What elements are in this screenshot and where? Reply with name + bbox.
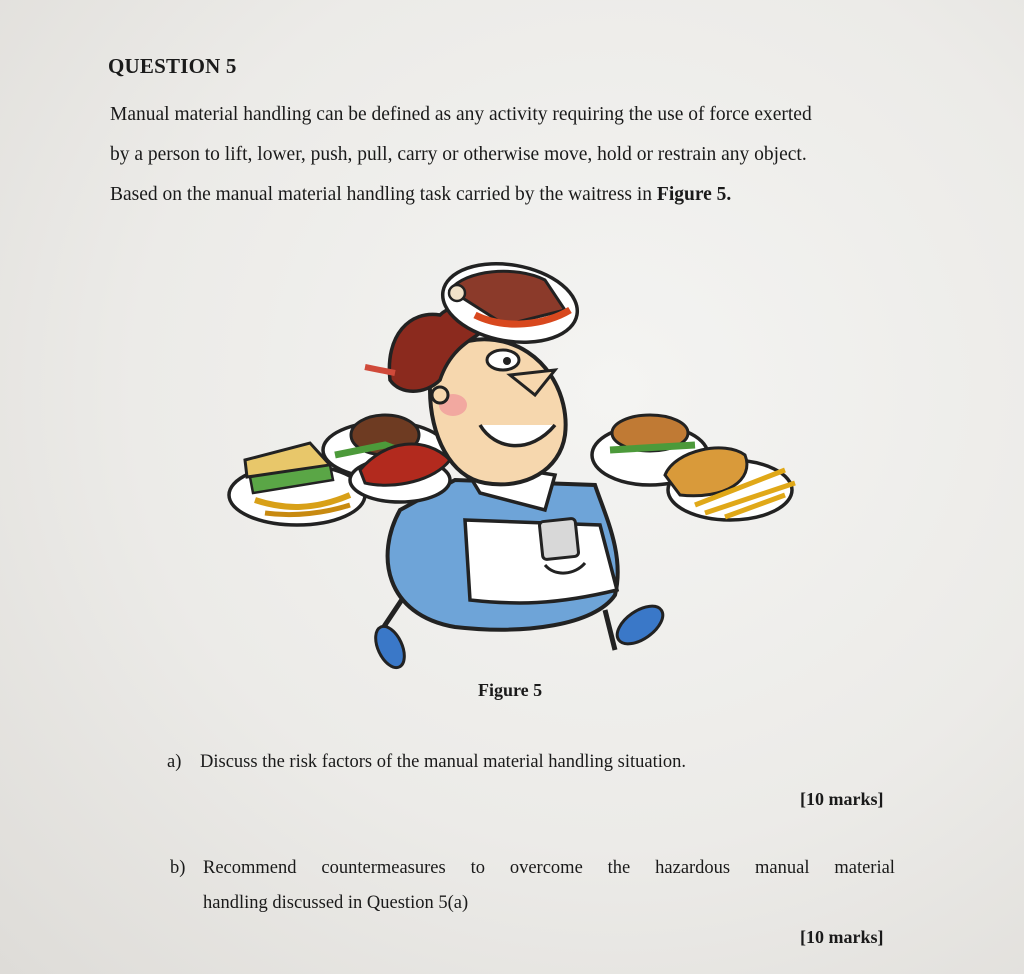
part-b-word: overcome bbox=[509, 858, 583, 878]
waitress-illustration bbox=[225, 255, 805, 675]
part-b-word: the bbox=[607, 858, 631, 878]
intro-line-3-text: Based on the manual material handling task carried by the waitress in bbox=[110, 184, 657, 205]
intro-line-2: by a person to lift, lower, push, pull, carry or otherwise move, hold or restrain any object. bbox=[110, 144, 807, 165]
intro-line-3 bbox=[110, 184, 731, 206]
figure-reference: Figure 5. bbox=[656, 184, 732, 205]
part-b-word: Recommend bbox=[203, 858, 297, 878]
part-b-word: countermeasures bbox=[321, 858, 446, 878]
question-title: QUESTION 5 bbox=[108, 54, 237, 78]
part-b-word: to bbox=[470, 858, 485, 878]
part-a-marks: [10 marks] bbox=[800, 789, 884, 809]
part-b-text-line-1 bbox=[203, 858, 895, 879]
part-a-label: a) bbox=[167, 752, 182, 772]
part-b-word: material bbox=[834, 858, 895, 878]
part-b-text-line-2: handling discussed in Question 5(a) bbox=[203, 893, 469, 913]
part-b-marks: [10 marks] bbox=[800, 927, 884, 947]
part-a-text: Discuss the risk factors of the manual material handling situation. bbox=[200, 752, 687, 772]
waitress-carrying-plates-icon bbox=[225, 255, 805, 675]
part-b-word: hazardous bbox=[655, 858, 731, 878]
part-b-word: manual bbox=[755, 858, 810, 878]
intro-line-1: Manual material handling can be defined as any activity requiring the use of force exerted bbox=[110, 104, 812, 125]
part-b-label: b) bbox=[170, 858, 186, 878]
figure-caption: Figure 5 bbox=[478, 680, 543, 700]
